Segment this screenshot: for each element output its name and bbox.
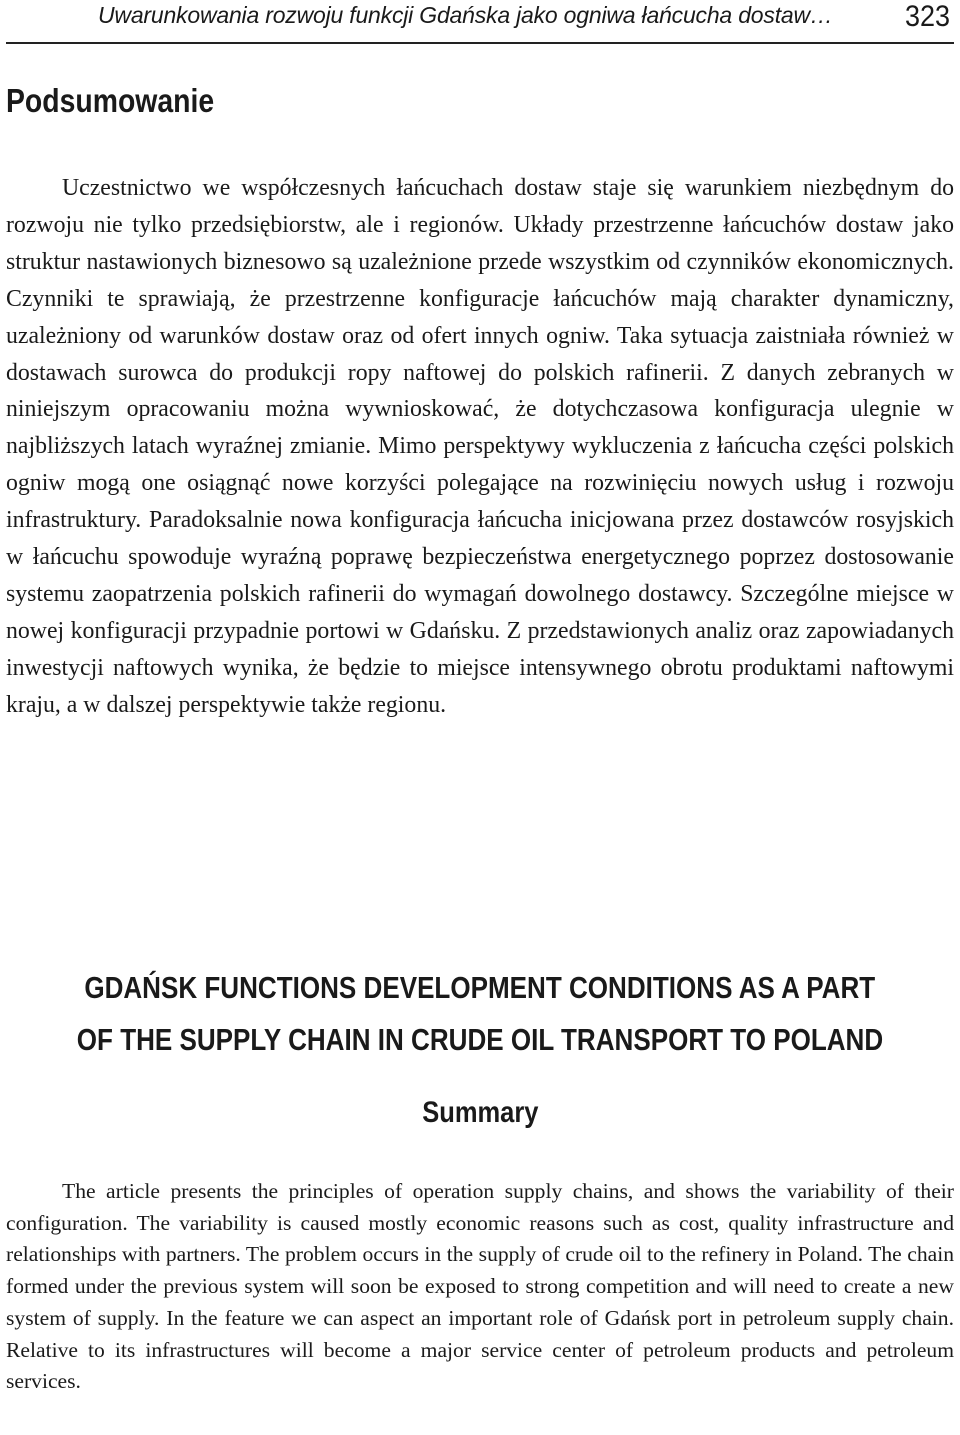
english-title-line-1: GDAŃSK FUNCTIONS DEVELOPMENT CONDITIONS AS A PART	[84, 970, 876, 1005]
english-article-title	[0, 962, 960, 1066]
english-summary-paragraph: The article presents the principles of operation supply chains, and shows the variability of their configuration. The variability is caused mostly economic reasons such as cost, quality infrastructure and relationships with partners. The problem occurs in the supply of crude oil to the refinery in Poland. The chain formed under the previous system will soon be exposed to strong competition and will need to create a new system of supply. In the feature we can aspect an important role of Gdańsk port in petroleum supply chain. Relative to its infrastructures will become a major service center of petroleum products and petroleum services.	[6, 1179, 954, 1394]
polish-summary-paragraph: Uczestnictwo we współczesnych łańcuchach dostaw staje się warunkiem niezbędnym do rozwoju nie tylko przedsiębiorstw, ale i regionów. Układy przestrzenne łańcuchów dostaw jako struktur nastawionych biznesowo są uzależnione przede wszystkim od czynników ekonomicznych. Czynniki te sprawiają, że przestrzenne konfiguracje łańcuchów mają charakter dynamiczny, uzależniony od warunków dostaw oraz od ofert innych ogniw. Taka sytuacja zaistniała również w dostawach surowca do produkcji ropy naftowej do polskich rafinerii. Z danych zebranych w niniejszym opracowaniu można wywnioskować, że dotychczasowa konfiguracja ulegnie w najbliższych latach wyraźnej zmianie. Mimo perspektywy wykluczenia z łańcucha części polskich ogniw mogą one osiągnąć nowe korzyści polegające na rozwinięciu nowych usług i rozwoju infrastruktury. Paradoksalnie nowa konfiguracja łańcucha inicjowana przez dostawców rosyjskich w łańcuchu spowoduje wyraźną poprawę bezpieczeństwa energetycznego poprzez dostosowanie systemu zaopatrzenia polskich rafinerii do wymagań dowolnego dostawcy. Szczególne miejsce w nowej konfiguracji przypadnie portowi w Gdańsku. Z przedstawionych analiz oraz zapowiadanych inwestycji naftowych wynika, że będzie to miejsce intensywnego obrotu produktami naftowymi kraju, a w dalszej perspektywie także regionu.	[6, 175, 954, 718]
english-title-line-2: OF THE SUPPLY CHAIN IN CRUDE OIL TRANSPORT TO POLAND	[76, 1022, 884, 1057]
running-header-title: Uwarunkowania rozwoju funkcji Gdańska jako ogniwa łańcucha dostaw…	[98, 2, 833, 28]
section-heading: Podsumowanie	[6, 82, 215, 119]
summary-heading-text: Summary	[421, 1096, 539, 1129]
running-header	[6, 0, 954, 44]
summary-heading	[0, 1096, 960, 1130]
page-number: 323	[904, 0, 950, 33]
